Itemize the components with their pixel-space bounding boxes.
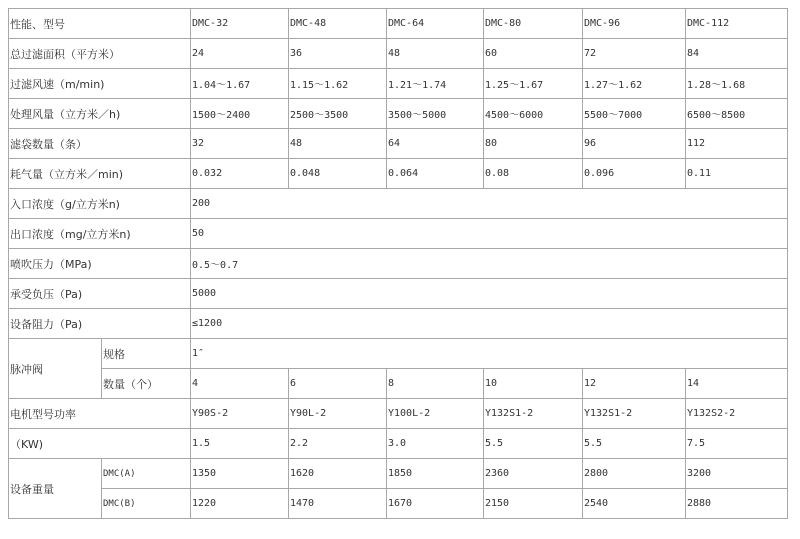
table-cell: 1470 xyxy=(289,489,387,519)
table-row xyxy=(9,249,788,279)
motor-label: 电机型号功率 xyxy=(9,399,191,429)
header-model: DMC-112 xyxy=(686,9,788,39)
table-cell: 3200 xyxy=(686,459,788,489)
table-cell: 1220 xyxy=(191,489,289,519)
table-cell: 0.064 xyxy=(387,159,484,189)
table-cell: 3500～5000 xyxy=(387,99,484,129)
table-cell: 64 xyxy=(387,129,484,159)
row-label: 入口浓度（g/立方米n) xyxy=(9,189,191,219)
header-model: DMC-48 xyxy=(289,9,387,39)
row-label: 喷吹压力（MPa) xyxy=(9,249,191,279)
row-label: 处理风量（立方米／h) xyxy=(9,99,191,129)
table-cell: 2880 xyxy=(686,489,788,519)
table-cell: 1670 xyxy=(387,489,484,519)
table-cell: 84 xyxy=(686,39,788,69)
valve-spec-label: 规格 xyxy=(102,339,191,369)
table-cell: 200 xyxy=(191,189,788,219)
table-cell: 0.5～0.7 xyxy=(191,249,788,279)
table-cell: 2800 xyxy=(583,459,686,489)
table-cell: 72 xyxy=(583,39,686,69)
row-label: 耗气量（立方米／min) xyxy=(9,159,191,189)
motor-power-row xyxy=(9,429,788,459)
table-cell: 50 xyxy=(191,219,788,249)
table-cell: 60 xyxy=(484,39,583,69)
table-cell: 36 xyxy=(289,39,387,69)
table-row xyxy=(9,39,788,69)
table-cell: 80 xyxy=(484,129,583,159)
table-row xyxy=(9,69,788,99)
table-cell: 1850 xyxy=(387,459,484,489)
table-cell: Y132S2-2 xyxy=(686,399,788,429)
table-cell: 2150 xyxy=(484,489,583,519)
table-cell: 2360 xyxy=(484,459,583,489)
table-cell: 24 xyxy=(191,39,289,69)
table-row xyxy=(9,279,788,309)
table-cell: 112 xyxy=(686,129,788,159)
table-cell: 1.15～1.62 xyxy=(289,69,387,99)
motor-model-row xyxy=(9,399,788,429)
spec-table xyxy=(8,8,788,519)
table-cell: 1.28～1.68 xyxy=(686,69,788,99)
table-cell: 48 xyxy=(289,129,387,159)
table-cell: 0.08 xyxy=(484,159,583,189)
table-cell: ≤1200 xyxy=(191,309,788,339)
header-model: DMC-32 xyxy=(191,9,289,39)
table-row xyxy=(9,219,788,249)
row-label: 出口浓度（mg/立方米n) xyxy=(9,219,191,249)
table-cell: Y132S1-2 xyxy=(484,399,583,429)
table-cell: Y132S1-2 xyxy=(583,399,686,429)
table-cell: 2.2 xyxy=(289,429,387,459)
table-cell: 14 xyxy=(686,369,788,399)
row-label: 过滤风速（m/min) xyxy=(9,69,191,99)
table-cell: 0.032 xyxy=(191,159,289,189)
spec-table-container xyxy=(8,8,788,519)
table-cell: 10 xyxy=(484,369,583,399)
table-cell: 1.21～1.74 xyxy=(387,69,484,99)
weight-a-row xyxy=(9,459,788,489)
table-row xyxy=(9,189,788,219)
table-cell: 5.5 xyxy=(583,429,686,459)
table-cell: 2500～3500 xyxy=(289,99,387,129)
table-cell: 3.0 xyxy=(387,429,484,459)
table-cell: 5000 xyxy=(191,279,788,309)
table-cell: Y90S-2 xyxy=(191,399,289,429)
valve-count-label: 数量（个） xyxy=(102,369,191,399)
header-row xyxy=(9,9,788,39)
table-cell: Y90L-2 xyxy=(289,399,387,429)
table-cell: 1.27～1.62 xyxy=(583,69,686,99)
row-label: 承受负压（Pa) xyxy=(9,279,191,309)
row-label: 总过滤面积（平方米） xyxy=(9,39,191,69)
weight-label: 设备重量 xyxy=(9,459,102,519)
weight-a-label: DMC(A) xyxy=(102,459,191,489)
header-model: DMC-64 xyxy=(387,9,484,39)
table-cell: Y100L-2 xyxy=(387,399,484,429)
table-row xyxy=(9,129,788,159)
table-cell: 1620 xyxy=(289,459,387,489)
table-cell: 32 xyxy=(191,129,289,159)
header-label: 性能、型号 xyxy=(9,9,191,39)
header-model: DMC-80 xyxy=(484,9,583,39)
table-cell: 1.5 xyxy=(191,429,289,459)
table-cell: 48 xyxy=(387,39,484,69)
table-cell: 8 xyxy=(387,369,484,399)
row-label: 滤袋数量（条） xyxy=(9,129,191,159)
motor-power-label: （KW) xyxy=(9,429,191,459)
table-cell: 96 xyxy=(583,129,686,159)
table-cell: 1.04～1.67 xyxy=(191,69,289,99)
row-label: 设备阻力（Pa) xyxy=(9,309,191,339)
weight-b-row xyxy=(9,489,788,519)
table-cell: 5500～7000 xyxy=(583,99,686,129)
table-cell: 4500～6000 xyxy=(484,99,583,129)
table-cell: 0.048 xyxy=(289,159,387,189)
valve-spec-value: 1″ xyxy=(191,339,788,369)
table-cell: 1500～2400 xyxy=(191,99,289,129)
table-cell: 6 xyxy=(289,369,387,399)
valve-label: 脉冲阀 xyxy=(9,339,102,399)
table-cell: 7.5 xyxy=(686,429,788,459)
valve-spec-row xyxy=(9,339,788,369)
table-cell: 1.25～1.67 xyxy=(484,69,583,99)
table-cell: 1350 xyxy=(191,459,289,489)
header-model: DMC-96 xyxy=(583,9,686,39)
table-cell: 0.11 xyxy=(686,159,788,189)
table-row xyxy=(9,159,788,189)
table-row xyxy=(9,309,788,339)
table-row xyxy=(9,99,788,129)
table-cell: 6500～8500 xyxy=(686,99,788,129)
table-cell: 5.5 xyxy=(484,429,583,459)
weight-b-label: DMC(B) xyxy=(102,489,191,519)
table-cell: 0.096 xyxy=(583,159,686,189)
valve-count-row xyxy=(9,369,788,399)
table-cell: 12 xyxy=(583,369,686,399)
table-cell: 4 xyxy=(191,369,289,399)
table-cell: 2540 xyxy=(583,489,686,519)
